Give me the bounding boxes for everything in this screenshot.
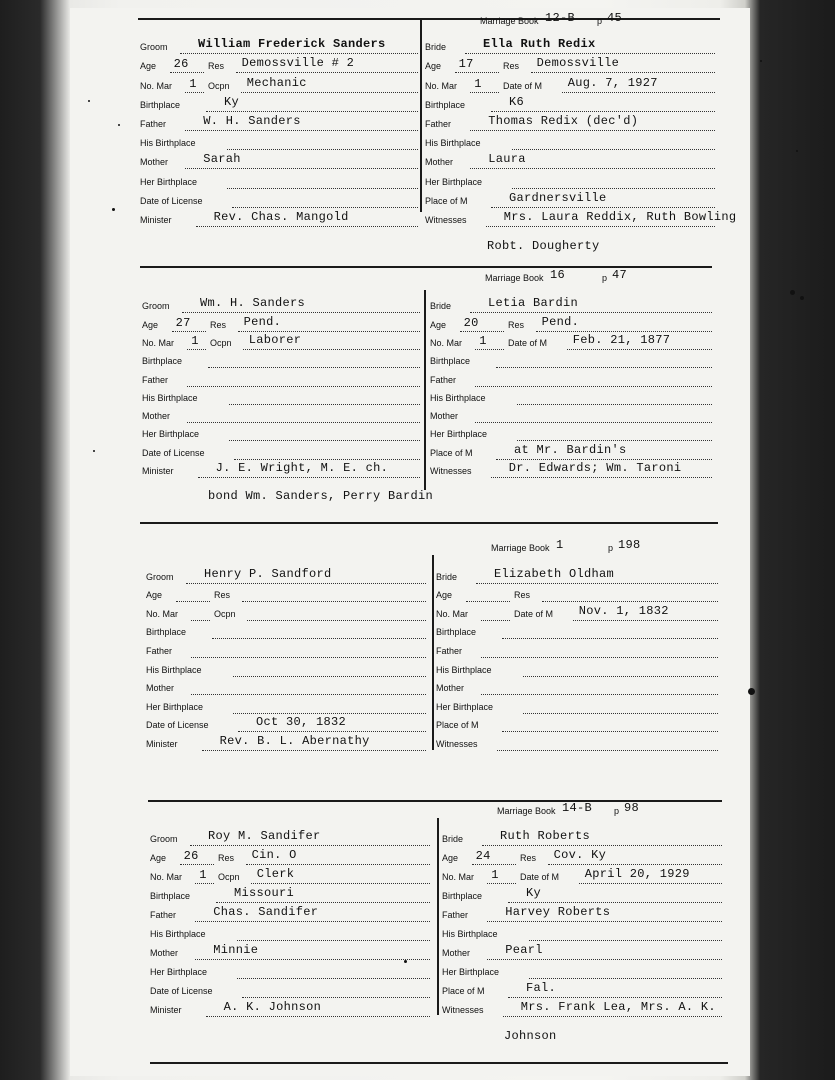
scan-speck <box>404 960 407 963</box>
bride-age-label: Age <box>442 853 459 863</box>
groom-no_mar-line <box>187 349 206 350</box>
bride-marriage-date: Feb. 21, 1877 <box>572 332 671 347</box>
marriage-book-number: 1 <box>556 538 564 552</box>
bride-place-of-m-label: Place of M <box>436 720 479 731</box>
bride-age-line <box>455 72 499 73</box>
bride-bride-no-mar: 1 <box>479 333 487 348</box>
scan-speck <box>118 124 120 126</box>
bride-father-label: Father <box>430 374 457 385</box>
groom-res-line <box>238 331 420 332</box>
bride-father-line <box>475 386 712 387</box>
bride-his_birthplace-line <box>517 404 712 405</box>
bride-father-line <box>487 921 722 922</box>
groom-mother-line <box>185 168 418 169</box>
bride-res-label: Res <box>514 590 531 601</box>
bride-age-line <box>472 864 516 865</box>
bride-marriage-date: Nov. 1, 1832 <box>578 603 669 618</box>
marriage-book-number: 14-B <box>562 801 593 815</box>
groom-his_birthplace-line <box>237 940 430 941</box>
bride-father-label: Father <box>442 910 469 920</box>
marriage-book-number: 12-B <box>545 11 576 25</box>
groom-father-line <box>195 921 430 922</box>
groom-birthplace-line <box>212 638 426 639</box>
bride-his_birthplace-line <box>523 676 718 677</box>
scan-speck <box>88 100 90 102</box>
bride-his-birthplace-label: His Birthplace <box>436 664 492 675</box>
groom-ocpn-label: Ocpn <box>214 608 236 619</box>
bride-place-of-m-label: Place of M <box>442 986 485 996</box>
groom-groom-label: Groom <box>150 834 178 844</box>
bride-res-line <box>536 331 712 332</box>
groom-groom-no-mar: 1 <box>199 868 207 882</box>
groom-groom-age: 26 <box>183 849 199 863</box>
groom-minister: A. K. Johnson <box>223 1000 322 1014</box>
groom-minister: Rev. B. L. Abernathy <box>219 734 370 748</box>
marriage-book-page-label: p <box>614 806 620 816</box>
groom-license-date: Oct 30, 1832 <box>256 715 347 730</box>
groom-groom-res: Demossville # 2 <box>241 56 355 71</box>
bride-bride-line <box>476 583 718 584</box>
bride-father-line <box>470 130 715 131</box>
bride-his-birthplace-label: His Birthplace <box>425 138 481 149</box>
groom-ocpn-line <box>247 620 426 621</box>
bride-date-of-m-label: Date of M <box>503 80 543 91</box>
bride-no-mar-label: No. Mar <box>425 80 458 91</box>
groom-mother-line <box>195 959 430 960</box>
bride-witnesses-line <box>486 226 715 227</box>
bride-place: Fal. <box>526 981 557 995</box>
bride-marriage-date: Aug. 7, 1927 <box>567 75 658 90</box>
groom-birthplace-label: Birthplace <box>140 99 181 110</box>
bride-place-of-m-label: Place of M <box>425 195 468 206</box>
bride-bride-age: 17 <box>458 57 474 72</box>
groom-minister-label: Minister <box>140 215 172 225</box>
bride-age-line <box>460 331 504 332</box>
groom-his_birthplace-line <box>233 676 426 677</box>
groom-mother-label: Mother <box>142 411 171 422</box>
column-divider-rule <box>420 20 422 212</box>
groom-father-label: Father <box>140 119 167 129</box>
bride-no_mar-line <box>475 349 504 350</box>
groom-res-label: Res <box>218 853 235 863</box>
bride-place: Gardnersville <box>509 190 607 205</box>
groom-his-birthplace-label: His Birthplace <box>150 929 206 939</box>
groom-birthplace-label: Birthplace <box>150 891 191 901</box>
groom-groom-no-mar: 1 <box>191 333 199 348</box>
groom-birthplace-line <box>208 367 420 368</box>
groom-groom-ocpn: Clerk <box>256 867 295 881</box>
column-divider-rule <box>437 818 439 1015</box>
groom-groom-ocpn: Laborer <box>248 332 302 347</box>
bride-bride-birthplace: K6 <box>509 94 525 109</box>
bride-res-label: Res <box>508 319 525 330</box>
witnesses-continued: Robt. Dougherty <box>487 239 600 254</box>
bride-witnesses: Mrs. Laura Reddix, Ruth Bowling <box>503 210 737 224</box>
groom-father-line <box>185 130 418 131</box>
bride-mother-line <box>475 422 712 423</box>
groom-date-of-license-label: Date of License <box>142 447 205 458</box>
groom-birthplace-line <box>206 111 418 112</box>
bride-birthplace-label: Birthplace <box>442 891 483 901</box>
marriage-book-page: 45 <box>607 11 623 25</box>
bride-place_of_m-line <box>508 997 722 998</box>
bride-birthplace-label: Birthplace <box>430 356 471 367</box>
record-divider-rule <box>138 18 720 20</box>
bride-age-line <box>466 601 510 602</box>
groom-date_of_license-line <box>232 207 418 208</box>
bride-witnesses-label: Witnesses <box>436 739 478 749</box>
groom-minister-label: Minister <box>142 466 174 476</box>
bride-bride-birthplace: Ky <box>526 886 542 900</box>
bride-date-of-m-label: Date of M <box>520 872 560 882</box>
bride-witnesses: Dr. Edwards; Wm. Taroni <box>508 461 682 475</box>
bride-date-of-m-label: Date of M <box>514 608 554 619</box>
groom-date-of-license-label: Date of License <box>140 195 203 206</box>
bride-her_birthplace-line <box>523 713 718 714</box>
bride-witnesses-line <box>491 477 712 478</box>
groom-her_birthplace-line <box>229 440 420 441</box>
groom-age-label: Age <box>142 319 159 330</box>
record-divider-rule <box>150 1062 728 1064</box>
groom-groom-res: Pend. <box>243 314 282 329</box>
bride-her_birthplace-line <box>529 978 722 979</box>
groom-age-line <box>170 72 204 73</box>
bride-her_birthplace-line <box>512 188 715 189</box>
bride-mother-line <box>481 694 718 695</box>
groom-her_birthplace-line <box>233 713 426 714</box>
bride-bride-label: Bride <box>425 42 447 53</box>
groom-his-birthplace-label: His Birthplace <box>140 138 196 149</box>
groom-her_birthplace-line <box>237 978 430 979</box>
bride-bride-res: Demossville <box>536 56 620 71</box>
groom-groom-line <box>186 583 426 584</box>
marriage-book-page-label: p <box>597 16 603 26</box>
groom-date_of_license-line <box>238 731 426 732</box>
groom-her_birthplace-line <box>227 188 418 189</box>
marriage-book-page-label: p <box>608 543 614 553</box>
groom-age-line <box>180 864 214 865</box>
groom-birthplace-label: Birthplace <box>146 627 187 638</box>
groom-ocpn-line <box>251 883 430 884</box>
bride-bride-res: Pend. <box>541 314 580 329</box>
groom-ocpn-line <box>241 92 418 93</box>
groom-res-line <box>236 72 418 73</box>
groom-note: bond Wm. Sanders, Perry Bardin <box>208 489 434 504</box>
bride-bride-father: Harvey Roberts <box>505 905 611 919</box>
bride-father-label: Father <box>425 119 452 129</box>
bride-birthplace-label: Birthplace <box>425 99 466 110</box>
groom-groom: Henry P. Sandford <box>204 566 332 581</box>
groom-groom-father: W. H. Sanders <box>203 114 301 128</box>
bride-place_of_m-line <box>491 207 715 208</box>
groom-groom-mother: Sarah <box>203 152 241 167</box>
bride-date-of-m-label: Date of M <box>508 337 548 348</box>
bride-bride-no-mar: 1 <box>491 868 499 882</box>
bride-res-line <box>542 601 718 602</box>
bride-her-birthplace-label: Her Birthplace <box>436 701 494 712</box>
groom-his_birthplace-line <box>227 149 418 150</box>
marriage-book-label: Marriage Book <box>480 16 539 26</box>
groom-minister-label: Minister <box>146 739 178 749</box>
marriage-book-page: 98 <box>624 801 640 815</box>
groom-groom-label: Groom <box>140 42 168 53</box>
groom-date-of-license-label: Date of License <box>150 986 213 996</box>
bride-place_of_m-line <box>496 459 712 460</box>
groom-minister-line <box>198 477 420 478</box>
bride-witnesses-label: Witnesses <box>430 466 472 476</box>
groom-res-line <box>242 601 426 602</box>
bride-place-of-m-label: Place of M <box>430 447 473 458</box>
scan-speck <box>748 688 755 695</box>
bride-her-birthplace-label: Her Birthplace <box>442 967 500 977</box>
groom-her-birthplace-label: Her Birthplace <box>146 701 204 712</box>
groom-birthplace-line <box>216 902 430 903</box>
groom-groom-birthplace: Ky <box>224 94 240 109</box>
scan-speck <box>796 150 798 152</box>
column-divider-rule <box>424 290 426 490</box>
groom-minister: Rev. Chas. Mangold <box>213 210 349 224</box>
bride-date_of_m-line <box>562 92 715 93</box>
groom-groom-father: Chas. Sandifer <box>213 905 319 919</box>
bride-bride-line <box>482 845 722 846</box>
marriage-book-label: Marriage Book <box>497 806 556 816</box>
groom-no_mar-line <box>195 883 214 884</box>
groom-date_of_license-line <box>242 997 430 998</box>
groom-groom-line <box>180 53 418 54</box>
groom-groom-line <box>182 312 420 313</box>
bride-res-line <box>531 72 715 73</box>
groom-father-label: Father <box>150 910 177 920</box>
bride-bride-mother: Pearl <box>505 943 543 957</box>
bride-her_birthplace-line <box>517 440 712 441</box>
groom-groom-label: Groom <box>146 571 174 582</box>
scan-speck <box>790 290 795 295</box>
bride-no-mar-label: No. Mar <box>430 337 463 348</box>
groom-groom: William Frederick Sanders <box>198 37 386 52</box>
bride-res-label: Res <box>503 61 520 72</box>
bride-birthplace-label: Birthplace <box>436 627 477 638</box>
groom-mother-label: Mother <box>146 683 175 694</box>
bride-birthplace-line <box>491 111 715 112</box>
bride-res-label: Res <box>520 853 537 863</box>
groom-date-of-license-label: Date of License <box>146 720 209 731</box>
bride-birthplace-line <box>502 638 718 639</box>
groom-ocpn-line <box>243 349 420 350</box>
groom-age-line <box>176 601 210 602</box>
bride-witnesses-line <box>503 1016 722 1017</box>
groom-no-mar-label: No. Mar <box>150 872 183 882</box>
groom-minister-line <box>202 750 426 751</box>
groom-father-line <box>191 657 426 658</box>
groom-mother-label: Mother <box>140 157 169 168</box>
bride-his-birthplace-label: His Birthplace <box>430 392 486 403</box>
groom-groom-res: Cin. O <box>251 848 297 862</box>
groom-minister-label: Minister <box>150 1005 182 1015</box>
bride-bride-line <box>470 312 712 313</box>
bride-date_of_m-line <box>573 620 718 621</box>
scan-speck <box>112 208 115 211</box>
bride-mother-label: Mother <box>430 411 459 422</box>
bride-his_birthplace-line <box>529 940 722 941</box>
bride-mother-line <box>470 168 715 169</box>
groom-her-birthplace-label: Her Birthplace <box>142 429 200 440</box>
groom-groom-birthplace: Missouri <box>234 886 295 900</box>
bride-witnesses-label: Witnesses <box>442 1005 484 1015</box>
scan-speck <box>93 450 95 452</box>
bride-age-label: Age <box>430 319 447 330</box>
bride-bride-label: Bride <box>430 301 452 312</box>
bride-bride-age: 20 <box>463 315 479 330</box>
bride-father-line <box>481 657 718 658</box>
groom-groom-no-mar: 1 <box>189 76 197 91</box>
groom-mother-label: Mother <box>150 948 179 958</box>
groom-no_mar-line <box>191 620 210 621</box>
groom-birthplace-label: Birthplace <box>142 356 183 367</box>
bride-mother-line <box>487 959 722 960</box>
groom-his_birthplace-line <box>229 404 420 405</box>
scan-speck <box>800 296 804 300</box>
bride-bride-no-mar: 1 <box>474 76 482 91</box>
bride-her-birthplace-label: Her Birthplace <box>425 176 483 187</box>
bride-bride: Ruth Roberts <box>500 829 591 843</box>
groom-no-mar-label: No. Mar <box>140 80 173 91</box>
groom-groom: Wm. H. Sanders <box>200 296 306 311</box>
groom-no-mar-label: No. Mar <box>142 337 175 348</box>
groom-no-mar-label: No. Mar <box>146 608 179 619</box>
groom-groom-label: Groom <box>142 301 170 312</box>
groom-minister: J. E. Wright, M. E. ch. <box>215 461 389 475</box>
groom-age-label: Age <box>146 590 163 601</box>
bride-no-mar-label: No. Mar <box>436 608 469 619</box>
marriage-book-page-label: p <box>602 273 608 283</box>
bride-mother-label: Mother <box>442 948 471 958</box>
bride-no_mar-line <box>487 883 516 884</box>
bride-birthplace-line <box>496 367 712 368</box>
groom-age-label: Age <box>150 853 167 863</box>
groom-his-birthplace-label: His Birthplace <box>146 664 202 675</box>
bride-marriage-date: April 20, 1929 <box>584 867 690 881</box>
groom-father-label: Father <box>146 646 173 656</box>
bride-bride: Elizabeth Oldham <box>494 566 615 581</box>
marriage-book-page: 47 <box>612 268 628 282</box>
bride-mother-label: Mother <box>436 683 465 694</box>
bride-no_mar-line <box>470 92 499 93</box>
record-divider-rule <box>140 522 718 524</box>
groom-groom-ocpn: Mechanic <box>246 75 307 90</box>
groom-father-line <box>187 386 420 387</box>
bride-res-line <box>548 864 722 865</box>
groom-res-label: Res <box>210 319 227 330</box>
bride-witnesses: Mrs. Frank Lea, Mrs. A. K. <box>520 1000 716 1014</box>
groom-age-label: Age <box>140 61 157 72</box>
groom-minister-line <box>206 1016 430 1017</box>
bride-no-mar-label: No. Mar <box>442 872 475 882</box>
groom-date_of_license-line <box>234 459 420 460</box>
bride-her-birthplace-label: Her Birthplace <box>430 429 488 440</box>
bride-bride-father: Thomas Redix (dec'd) <box>488 114 639 128</box>
witnesses-continued: Johnson <box>504 1029 557 1043</box>
bride-date_of_m-line <box>579 883 722 884</box>
bride-bride: Ella Ruth Redix <box>483 37 596 52</box>
groom-her-birthplace-label: Her Birthplace <box>140 176 198 187</box>
groom-ocpn-label: Ocpn <box>210 337 232 348</box>
groom-ocpn-label: Ocpn <box>208 80 230 91</box>
bride-bride-line <box>465 53 715 54</box>
column-divider-rule <box>432 555 434 750</box>
bride-father-label: Father <box>436 646 463 656</box>
bride-his_birthplace-line <box>512 149 715 150</box>
bride-birthplace-line <box>508 902 722 903</box>
groom-ocpn-label: Ocpn <box>218 872 240 882</box>
bride-date_of_m-line <box>567 349 712 350</box>
bride-no_mar-line <box>481 620 510 621</box>
groom-her-birthplace-label: Her Birthplace <box>150 967 208 977</box>
marriage-book-number: 16 <box>550 268 566 282</box>
bride-bride-age: 24 <box>475 849 491 863</box>
groom-no_mar-line <box>185 92 204 93</box>
groom-res-label: Res <box>208 61 225 72</box>
bride-witnesses-label: Witnesses <box>425 215 467 225</box>
groom-groom-line <box>190 845 430 846</box>
groom-age-line <box>172 331 206 332</box>
groom-res-line <box>246 864 430 865</box>
groom-groom-age: 26 <box>173 57 189 72</box>
bride-place: at Mr. Bardin's <box>514 442 627 457</box>
bride-bride-label: Bride <box>442 834 464 844</box>
bride-bride-mother: Laura <box>488 152 526 167</box>
marriage-book-label: Marriage Book <box>485 273 544 283</box>
marriage-book-label: Marriage Book <box>491 543 550 553</box>
bride-place_of_m-line <box>502 731 718 732</box>
groom-res-label: Res <box>214 590 231 601</box>
groom-groom-mother: Minnie <box>213 943 259 957</box>
bride-bride: Letia Bardin <box>488 296 579 311</box>
bride-bride-res: Cov. Ky <box>553 848 607 862</box>
bride-mother-label: Mother <box>425 157 454 168</box>
bride-witnesses-line <box>497 750 718 751</box>
groom-father-label: Father <box>142 374 169 385</box>
bride-age-label: Age <box>436 590 453 601</box>
groom-his-birthplace-label: His Birthplace <box>142 392 198 403</box>
groom-mother-line <box>187 422 420 423</box>
marriage-book-page: 198 <box>618 538 641 552</box>
bride-age-label: Age <box>425 61 442 72</box>
bride-bride-label: Bride <box>436 571 458 582</box>
scan-speck <box>760 60 762 62</box>
groom-groom-age: 27 <box>175 315 191 330</box>
groom-mother-line <box>191 694 426 695</box>
groom-minister-line <box>196 226 418 227</box>
bride-his-birthplace-label: His Birthplace <box>442 929 498 939</box>
groom-groom: Roy M. Sandifer <box>208 829 321 843</box>
